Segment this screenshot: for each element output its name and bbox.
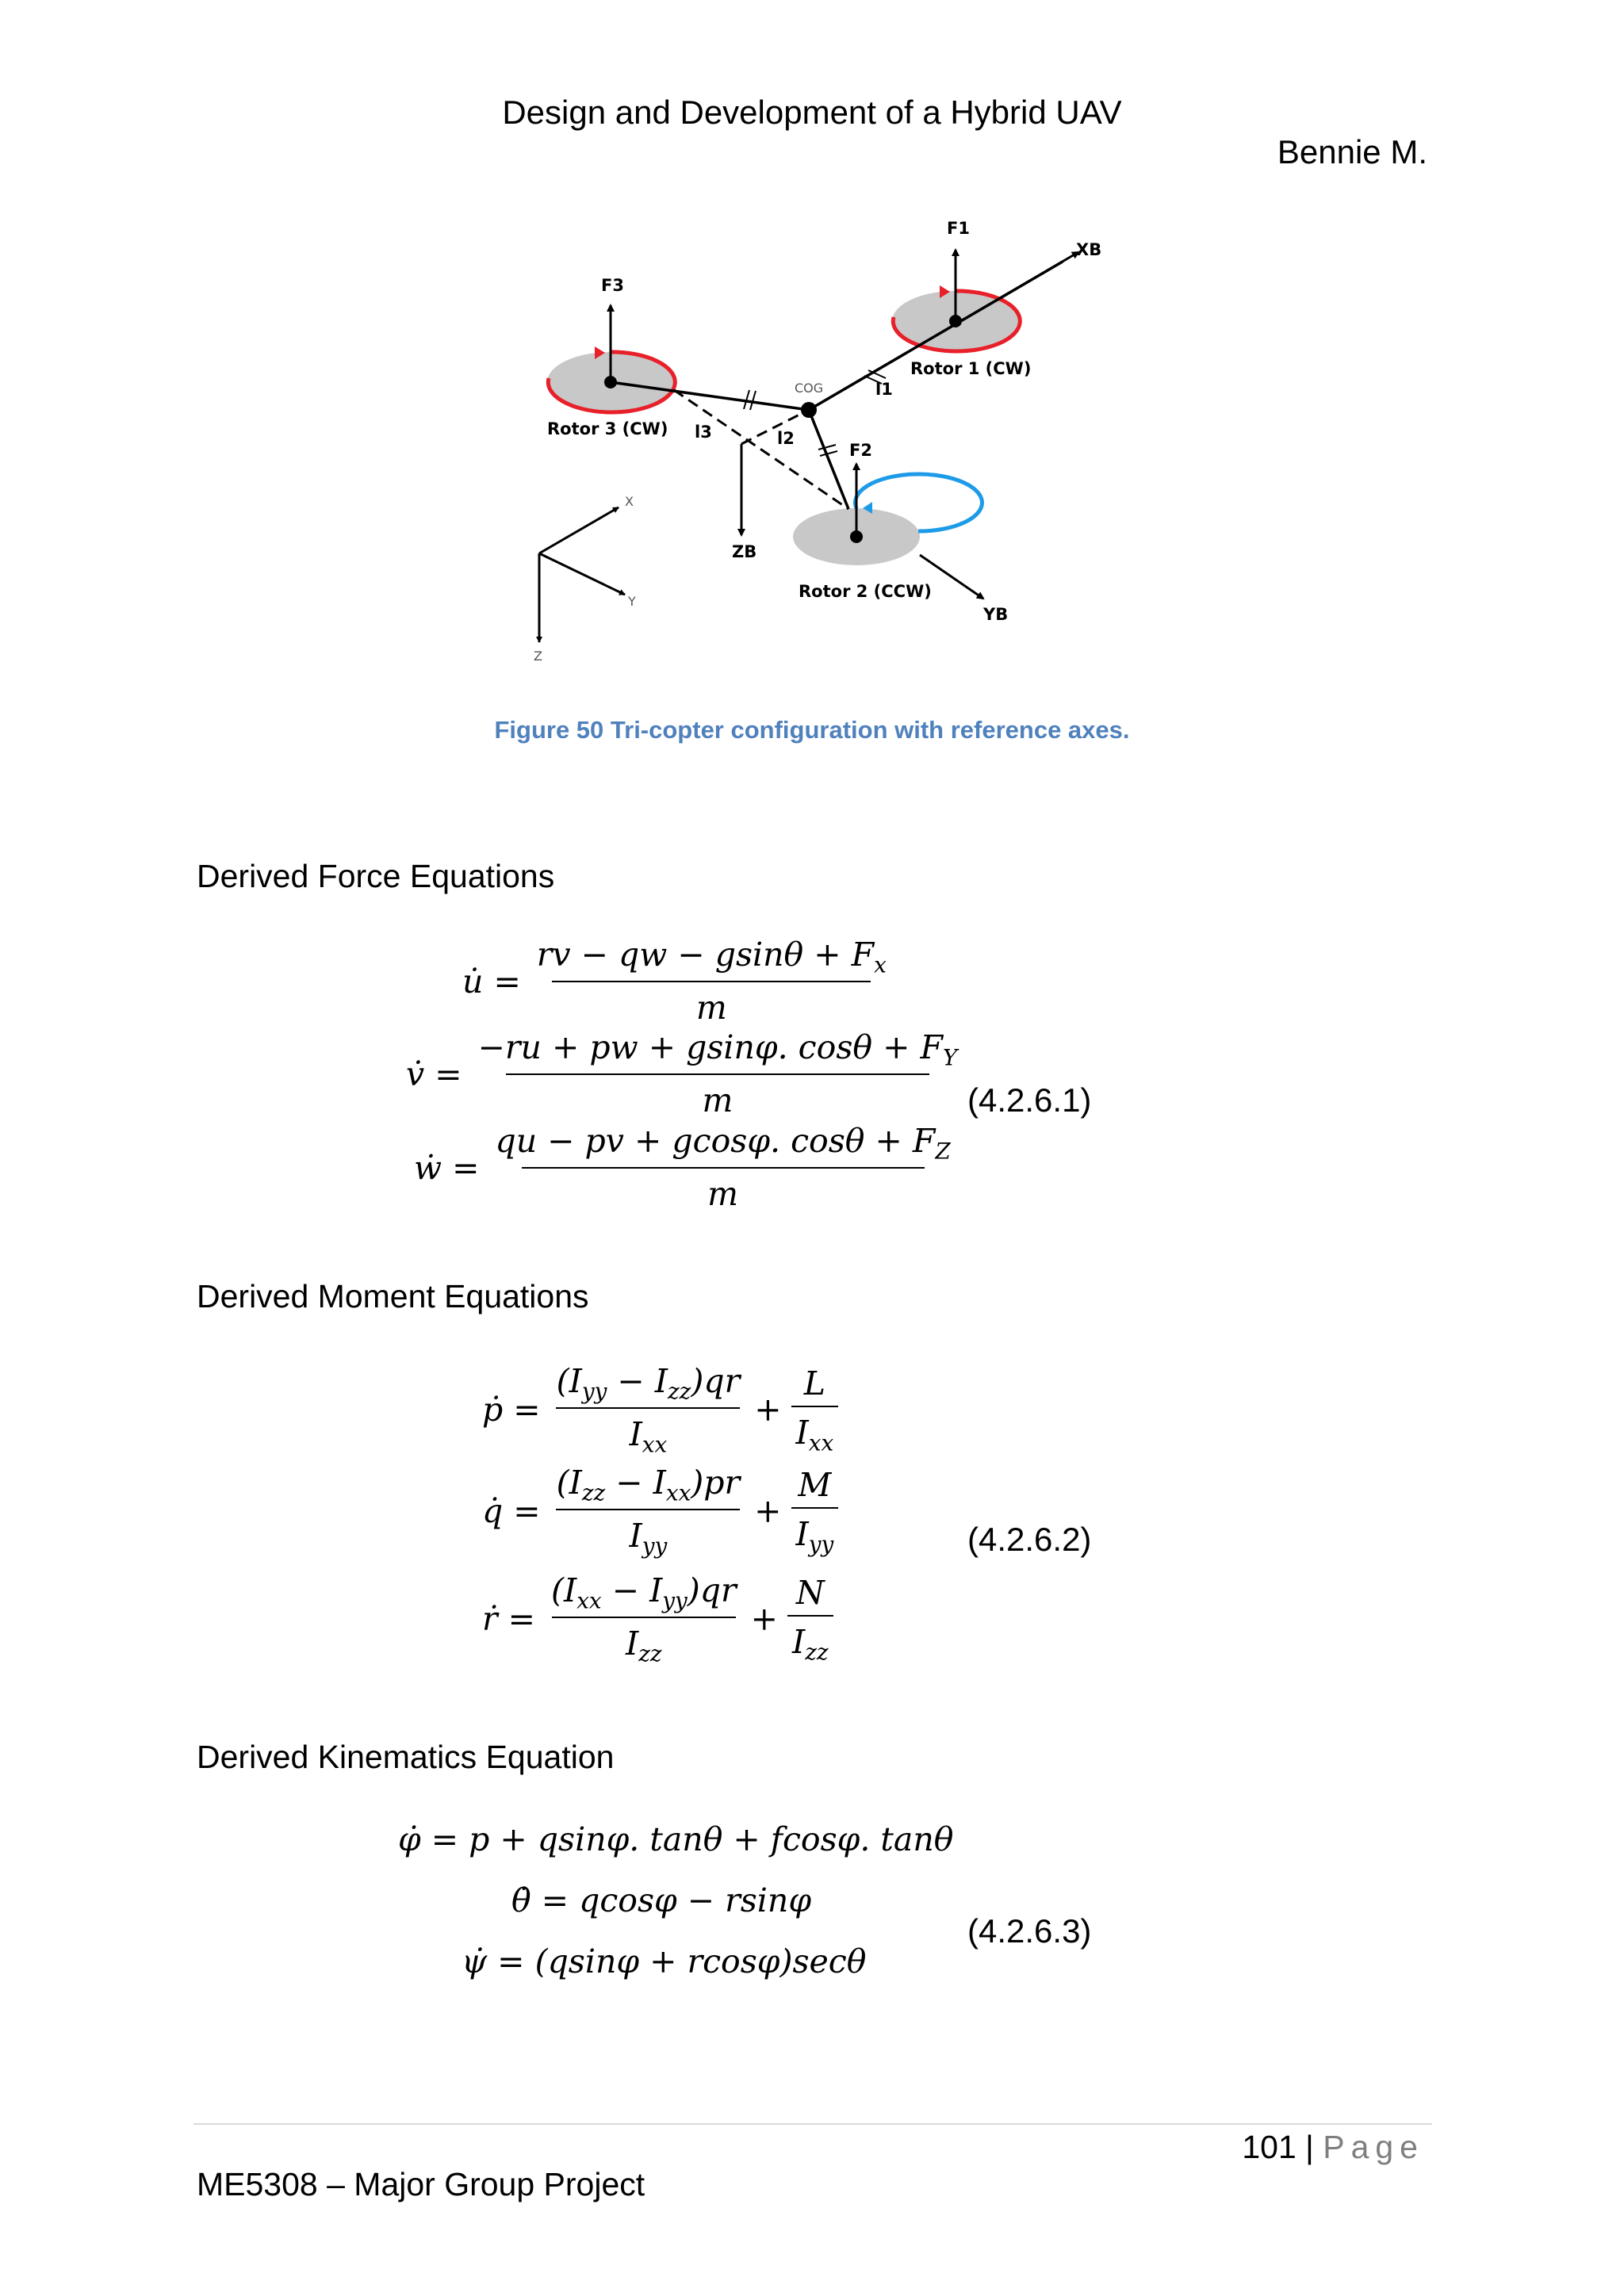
equation-phi-dot: φ̇ = p + qsinφ. tanθ + fcosφ. tanθ (398, 1820, 954, 1858)
reference-axes (539, 507, 625, 642)
section-kinematics-heading: Derived Kinematics Equation (197, 1739, 615, 1775)
footer-project: ME5308 – Major Group Project (197, 2166, 645, 2202)
rotor-3 (547, 305, 675, 412)
equation-q-dot: q̇ = $\frac{(I_{zz} - I_{xx})pr}{I_{yy}}$ + $\frac{M}{I_{yy}}$ (482, 1464, 838, 1559)
label-rotor-2: Rotor 2 (CCW) (799, 582, 932, 601)
label-zb: ZB (732, 542, 757, 561)
rotor-1 (892, 250, 1020, 351)
equation-theta-dot: θ̇ = qcosφ − rsinφ (511, 1881, 812, 1919)
label-xb: XB (1076, 240, 1102, 259)
section-force-heading: Derived Force Equations (197, 858, 555, 894)
page-number: 101 | Page (1242, 2129, 1424, 2165)
author-name: Bennie M. (1277, 133, 1427, 170)
equation-v-dot: v̇ = $\frac{-ru + pw + gsin\varphi. \cos\theta + F_Y}{m}$ (406, 1028, 958, 1120)
tricopter-diagram (508, 214, 1158, 682)
label-l3: l3 (695, 423, 712, 442)
label-x: X (625, 494, 634, 509)
label-y: Y (628, 594, 636, 609)
equation-w-dot: ẇ = $\frac{qu - pv + gcos\varphi. \cos\theta + F_Z}{m}$ (414, 1122, 951, 1214)
label-yb: YB (983, 605, 1009, 624)
rotor-2 (793, 464, 982, 565)
equation-r-dot: ṙ = $\frac{(I_{xx} - I_{yy})qr}{I_{zz}}$ + $\frac{N}{I_{zz}}$ (482, 1571, 833, 1667)
footer-divider (193, 2123, 1432, 2125)
equation-number-force: (4.2.6.1) (967, 1081, 1092, 1119)
label-cog: COG (795, 381, 824, 396)
label-rotor-1: Rotor 1 (CW) (910, 359, 1032, 378)
label-f2: F2 (849, 441, 872, 460)
label-z: Z (534, 649, 542, 664)
label-rotor-3: Rotor 3 (CW) (547, 419, 668, 438)
label-f3: F3 (601, 276, 624, 295)
equation-p-dot: ṗ = $\frac{(I_{yy} - I_{zz})qr}{I_{xx}}$ + $\frac{L}{I_{xx}}$ (482, 1362, 838, 1458)
label-f1: F1 (947, 219, 970, 238)
label-l1: l1 (875, 380, 893, 399)
figure-caption: Figure 50 Tri-copter configuration with reference axes. (494, 716, 1130, 744)
equation-u-dot: u̇ = $\frac{rv - qw - gsin\theta + F_x}{m}$ (462, 936, 887, 1027)
label-l2: l2 (777, 429, 795, 448)
equation-number-kinematics: (4.2.6.3) (967, 1912, 1092, 1950)
equation-number-moment: (4.2.6.2) (967, 1521, 1092, 1558)
equation-psi-dot: ψ̇ = (qsinφ + rcosφ)secθ (462, 1942, 867, 1980)
section-moment-heading: Derived Moment Equations (197, 1278, 589, 1314)
document-title: Design and Development of a Hybrid UAV (502, 94, 1122, 131)
